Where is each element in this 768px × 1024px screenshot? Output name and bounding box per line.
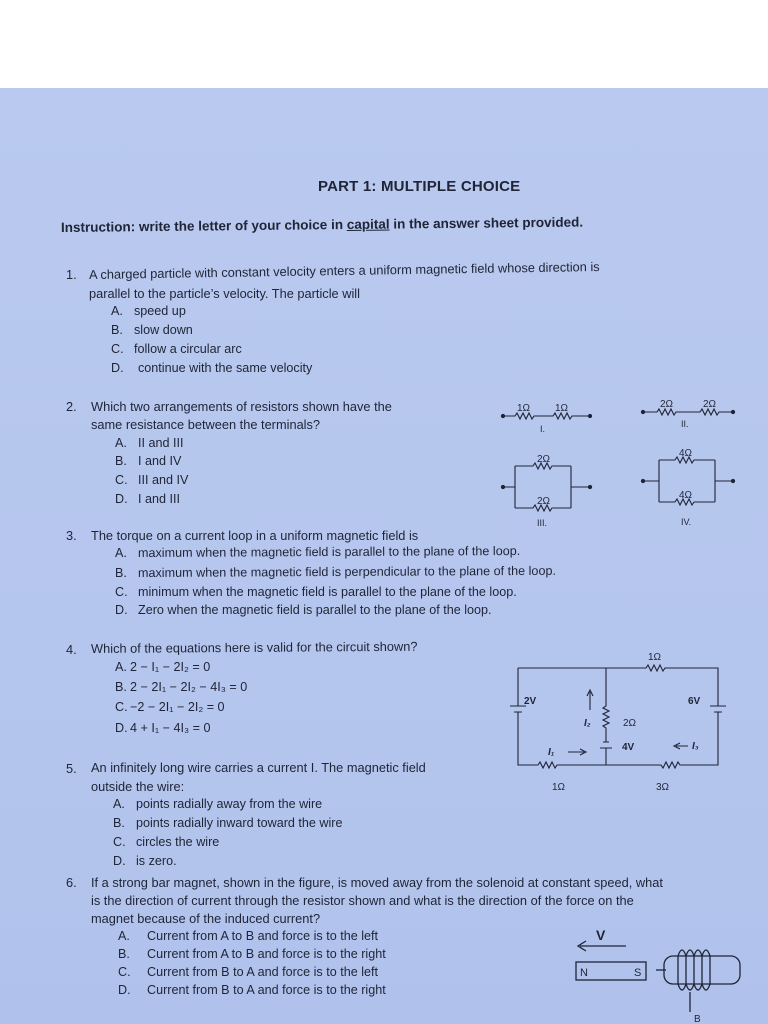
instruction-text-before: Instruction: write the letter of your choice in — [60, 217, 347, 235]
current-label: I₁ — [548, 747, 555, 758]
arrangement-label: II. — [681, 419, 689, 429]
option-text: follow a circular arc — [134, 342, 242, 356]
instruction-line — [61, 215, 583, 235]
north-pole-label: N — [580, 967, 588, 979]
option-letter: A. — [115, 436, 127, 450]
voltage-label: 6V — [688, 696, 701, 707]
resistor-arrangements-figure — [495, 388, 745, 533]
arrangement-label: IV. — [681, 517, 692, 527]
option-letter: B. — [115, 680, 127, 694]
arrangement-label: I. — [540, 424, 546, 434]
question-line: Which two arrangements of resistors shown have the — [91, 399, 392, 414]
question-line: If a strong bar magnet, shown in the figure, is moved away from the solenoid at constant speed, what — [91, 875, 663, 890]
option-letter: B. — [111, 323, 123, 337]
equation: −2 − 2I₁ − 2I₂ = 0 — [130, 700, 225, 714]
option-letter: A. — [111, 304, 123, 318]
resistor-value: 2Ω — [537, 496, 551, 507]
arrangement-ii — [641, 409, 734, 415]
question-number: 1. — [66, 267, 77, 282]
option-letter: C. — [111, 342, 124, 356]
option-letter: A. — [118, 929, 130, 943]
option-text: minimum when the magnetic field is parallel to the plane of the loop. — [138, 585, 517, 599]
question-number: 3. — [66, 528, 77, 543]
option-letter: A. — [115, 546, 127, 560]
option-text: maximum when the magnetic field is parallel to the plane of the loop. — [137, 543, 521, 560]
option-text: maximum when the magnetic field is perpendicular to the plane of the loop. — [137, 563, 556, 580]
option-letter: D. — [115, 492, 128, 506]
option-letter: D. — [118, 983, 131, 997]
resistor-value: 4Ω — [679, 448, 693, 459]
option-letter: C. — [118, 965, 131, 979]
resistor-value: 3Ω — [656, 782, 670, 793]
option-text: points radially away from the wire — [136, 797, 323, 811]
option-text: I and IV — [138, 454, 182, 468]
option-letter: D. — [113, 854, 126, 868]
resistor-value: 2Ω — [537, 454, 551, 465]
option-text: slow down — [134, 323, 193, 337]
south-pole-label: S — [634, 967, 642, 979]
question-line: An infinitely long wire carries a current I. The magnetic field — [91, 760, 426, 775]
resistor-value: 2Ω — [623, 718, 637, 729]
equation: 4 + I₁ − 4I₃ = 0 — [130, 721, 211, 735]
current-label: I₃ — [692, 741, 699, 752]
option-text: is zero. — [136, 854, 177, 868]
option-letter: C. — [113, 835, 126, 849]
option-text: III and IV — [138, 473, 189, 487]
question-number: 4. — [66, 642, 77, 657]
option-letter: D. — [115, 721, 128, 735]
question-line: The torque on a current loop in a uniform magnetic field is — [91, 528, 419, 543]
option-text: continue with the same velocity — [138, 361, 313, 375]
option-text: circles the wire — [136, 835, 220, 849]
option-letter: D. — [111, 361, 124, 375]
page-title: PART 1: MULTIPLE CHOICE — [318, 178, 521, 195]
option-letter: C. — [115, 585, 128, 599]
question-line: Which of the equations here is valid for the circuit shown? — [90, 638, 418, 656]
option-text: speed up — [134, 304, 186, 318]
question-line: same resistance between the terminals? — [91, 417, 321, 432]
current-label: I₂ — [584, 718, 591, 729]
voltage-label: 4V — [622, 742, 635, 753]
velocity-label: V — [596, 927, 606, 943]
option-letter: D. — [115, 603, 128, 617]
option-letter: B. — [115, 566, 127, 580]
option-letter: B. — [115, 454, 127, 468]
option-text: Zero when the magnetic field is parallel to the plane of the loop. — [138, 603, 492, 617]
question-line: magnet because of the induced current? — [91, 911, 321, 926]
option-text: Current from A to B and force is to the left — [147, 929, 378, 943]
equation: 2 − I₁ − 2I₂ = 0 — [130, 660, 211, 674]
option-text: II and III — [138, 436, 184, 450]
question-line: is the direction of current through the resistor shown and what is the direction of the force on the — [91, 893, 634, 908]
question-line: outside the wire: — [91, 779, 185, 794]
option-letter: B. — [113, 816, 125, 830]
option-letter: A. — [113, 797, 125, 811]
terminal-label: B — [694, 1014, 701, 1024]
resistor-value: 4Ω — [679, 490, 693, 501]
worksheet-page — [0, 88, 768, 1024]
option-text: Current from B to A and force is to the left — [147, 965, 378, 979]
option-letter: A. — [115, 660, 127, 674]
option-text: Current from A to B and force is to the right — [147, 947, 386, 961]
question-line: parallel to the particle’s velocity. The particle will — [89, 286, 360, 301]
option-letter: C. — [115, 473, 128, 487]
instruction-text-after: in the answer sheet provided. — [389, 214, 584, 232]
option-letter: B. — [118, 947, 130, 961]
resistor-value: 1Ω — [555, 403, 569, 414]
option-text: points radially inward toward the wire — [136, 816, 343, 830]
resistor-value: 1Ω — [517, 403, 531, 414]
resistor-value: 1Ω — [648, 652, 662, 663]
resistor-value: 2Ω — [703, 399, 717, 410]
question-number: 2. — [66, 399, 77, 414]
equation: 2 − 2I₁ − 2I₂ − 4I₃ = 0 — [130, 680, 248, 694]
arrangement-label: III. — [537, 518, 548, 528]
instruction-underlined-word: capital — [346, 216, 390, 233]
option-letter: C. — [115, 700, 128, 714]
voltage-label: 2V — [524, 696, 537, 707]
magnet-solenoid-figure — [570, 920, 760, 1024]
question-number: 5. — [66, 761, 77, 776]
resistor-value: 1Ω — [552, 782, 566, 793]
resistor-value: 2Ω — [660, 399, 674, 410]
option-text: Current from B to A and force is to the right — [147, 983, 386, 997]
question-line: A charged particle with constant velocity enters a uniform magnetic field whose direction is — [88, 258, 600, 282]
arrangement-i — [501, 413, 591, 419]
circuit-figure — [508, 640, 733, 795]
question-number: 6. — [66, 875, 77, 890]
option-text: I and III — [138, 492, 181, 506]
